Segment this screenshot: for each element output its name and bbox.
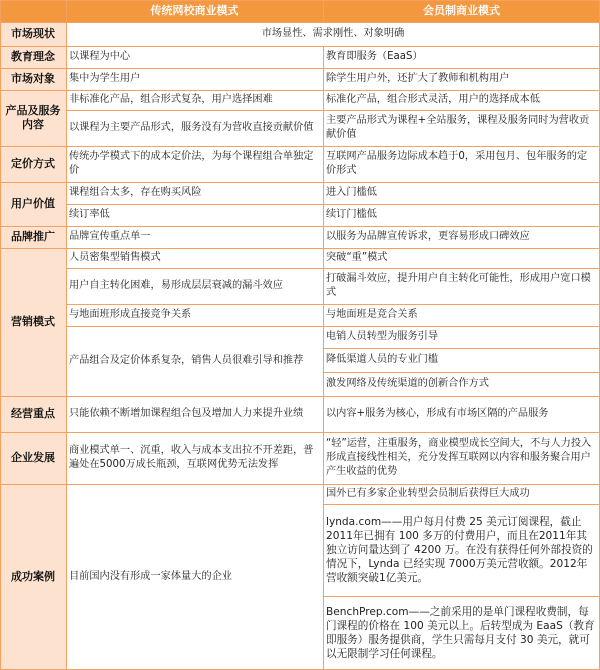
grid-line <box>0 396 600 397</box>
label-business-focus: 经营重点 <box>0 396 66 432</box>
success-case-lynda: lynda.com——用户每月付费 25 美元订阅课程，截止2011年已拥有 100 多万的付费用户，而且在2011年其独立访问量达到了 4200 万。在没有获得任何外部投资的情况下，Lynda 已经实现 7000万美元营收额。2012年营收额突破1亿美元。 <box>326 516 593 584</box>
product-service-traditional-1: 非标准化产品，组合形式复杂，用户选择困难 <box>69 94 273 105</box>
user-value-membership-1: 进入门槛低 <box>326 187 377 198</box>
grid-line <box>323 46 324 670</box>
grid-line <box>0 182 600 183</box>
grid-line <box>323 596 600 597</box>
grid-line <box>66 110 600 111</box>
enterprise-development-membership: “轻”运营，注重服务，商业模型成长空间大，不与人力投入形成直接线性相关，充分发挥互联网以内容和服务聚合用户产生收益的优势 <box>326 438 592 477</box>
success-cases-traditional: 目前国内没有形成一家体量大的企业 <box>69 571 232 582</box>
grid-line <box>66 304 600 305</box>
product-service-membership-2: 主要产品形式为课程+全站服务，课程及服务同时为营收贡献价值 <box>326 115 590 140</box>
marketing-traditional-2: 用户自主转化困难，易形成层层衰减的漏斗效应 <box>69 280 283 291</box>
grid-line <box>323 0 324 22</box>
grid-line <box>0 46 600 47</box>
business-focus-traditional: 只能依赖不断增加课程组合包及增加人力来提升业绩 <box>69 408 304 419</box>
grid-line <box>323 348 600 349</box>
marketing-membership-6: 激发网络及传统渠道的创新合作方式 <box>326 378 489 389</box>
grid-line <box>0 0 600 1</box>
user-value-traditional-2: 续订率低 <box>69 209 110 220</box>
marketing-traditional-4: 产品组合及定价体系复杂，销售人员很难引导和推荐 <box>69 355 304 366</box>
grid-line <box>0 484 600 485</box>
label-success-cases: 成功案例 <box>0 484 66 670</box>
header-traditional: 传统网校商业模式 <box>66 0 323 22</box>
pricing-traditional: 传统办学模式下的成本定价法，为每个课程组合单独定价 <box>69 151 314 176</box>
label-user-value: 用户价值 <box>0 182 66 226</box>
grid-line <box>66 204 600 205</box>
grid-line <box>0 90 600 91</box>
grid-line <box>323 372 600 373</box>
marketing-membership-2: 打破漏斗效应，提升用户自主转化可能性，形成用户宽口模式 <box>326 273 591 298</box>
grid-line <box>0 226 600 227</box>
grid-line <box>66 268 600 269</box>
grid-line <box>0 432 600 433</box>
label-pricing: 定价方式 <box>0 146 66 182</box>
grid-line <box>0 22 600 23</box>
education-concept-membership: 教育即服务（EaaS） <box>326 51 423 62</box>
user-value-membership-2: 续订门槛低 <box>326 209 377 220</box>
marketing-membership-5: 降低渠道人员的专业门槛 <box>326 354 439 365</box>
marketing-traditional-1: 人员密集型销售模式 <box>69 252 161 263</box>
market-target-traditional: 集中为学生用户 <box>69 73 141 84</box>
grid-line <box>0 0 1 670</box>
brand-promotion-membership: 以服务为品牌宣传诉求，更容易形成口碑效应 <box>326 231 530 242</box>
label-enterprise-development: 企业发展 <box>0 432 66 484</box>
pricing-membership: 互联网产品服务边际成本趋于0，采用包月、包年服务的定价形式 <box>326 151 588 176</box>
label-product-service: 产品及服务内容 <box>0 90 66 146</box>
marketing-membership-1: 突破“重”模式 <box>326 252 388 263</box>
label-education-concept: 教育理念 <box>0 46 66 68</box>
label-market-status: 市场现状 <box>0 22 66 46</box>
marketing-membership-4: 电销人员转型为服务引导 <box>326 331 439 342</box>
label-market-target: 市场对象 <box>0 68 66 90</box>
header-membership: 会员制商业模式 <box>323 0 600 22</box>
brand-promotion-traditional: 品牌宣传重点单一 <box>69 231 151 242</box>
grid-line <box>66 326 600 327</box>
grid-line <box>0 68 600 69</box>
market-status-value: 市场显性、需求刚性、对象明确 <box>261 28 405 39</box>
user-value-traditional-1: 课程组合太多，存在购买风险 <box>69 187 202 198</box>
label-brand-promotion: 品牌推广 <box>0 226 66 248</box>
success-case-benchprep: BenchPrep.com——之前采用的是单门课程收费制，每门课程的价格在 100 美元以上。后转型成为 EaaS（教育即服务）服务提供商，学生只需每月支付 30 美元，就可以无限制学习任何课程。 <box>326 606 595 660</box>
grid-line <box>323 504 600 505</box>
grid-line <box>0 146 600 147</box>
header-blank <box>0 0 66 22</box>
marketing-membership-3: 与地面班是竞合关系 <box>326 309 418 320</box>
grid-line <box>66 0 67 670</box>
product-service-membership-1: 标准化产品，组合形式灵活，用户的选择成本低 <box>326 94 540 105</box>
market-target-membership: 除学生用户外，还扩大了教师和机构用户 <box>326 73 510 84</box>
enterprise-development-traditional: 商业模式单一、沉重，收入与成本支出拉不开差距，普遍处在5000万成长瓶颈，互联网优势无法发挥 <box>69 445 314 470</box>
business-focus-membership: 以内容+服务为核心，形成有市场区隔的产品服务 <box>326 408 549 419</box>
label-marketing-model: 营销模式 <box>0 248 66 396</box>
education-concept-traditional: 以课程为中心 <box>69 51 131 62</box>
success-case-intro: 国外已有多家企业转型会员制后获得巨大成功 <box>326 488 530 499</box>
grid-line <box>0 248 600 249</box>
product-service-traditional-2: 以课程为主要产品形式，服务没有为营收直接贡献价值 <box>69 122 314 133</box>
marketing-traditional-3: 与地面班形成直接竞争关系 <box>69 309 192 320</box>
